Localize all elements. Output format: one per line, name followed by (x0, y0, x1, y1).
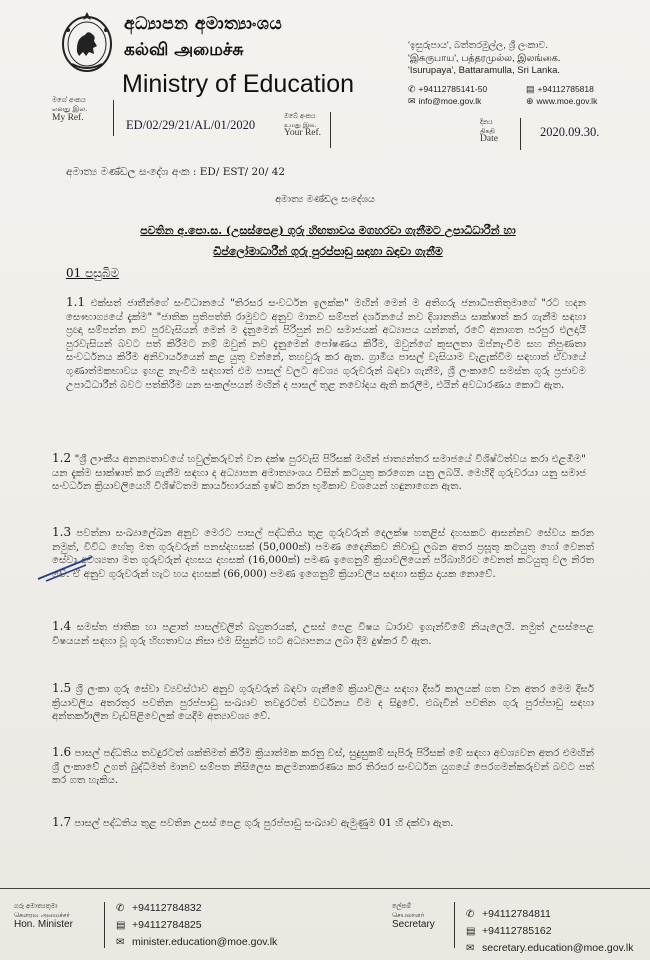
your-ref-bracket (330, 112, 339, 148)
date-label: දිනය திகதி Date (480, 118, 498, 144)
my-ref-value: ED/02/29/21/AL/01/2020 (126, 118, 256, 132)
paragraph-1-3: 1.3 පවත්නා සංඛ්‍යාලේඛන අනුව මෙරට පාසල් පද්ධතිය තුළ ගුරුවරුන් දෙලක්ෂ හතළිස් දහසකට ආසන්නව සේවය කරන නමුත්, විවිධ හේතු මත ගුරුවරුන් පනස්දහසක් (50,000ක්) පමණ දෛනිකව නිවාඩු ලබන අතර ප්‍රසූතූ කටයුතු හෝ වෙනත් සේවා අවශ්‍යතා මත ගුරුවරුන් දහසය දහසක් (16,000ක්) පමණ ඉගෙනුම් ක්‍රියාවලියෙන් පරිබාහිරව වෙනත් කටයුතු වල නිරත වේ. ඒ අනුව ගුරුවරුන් හැට හය දහසක් (66,000) පමණ ඉගෙනුම් ක්‍රියාවලිය සඳහා සක්‍රිය දායක නොවේ. (52, 525, 594, 580)
phone-icon: ✆ (408, 84, 416, 94)
address-sinhala: 'ඉසුරුපාය', බත්තරමුල්ල, ශ්‍රී ලංකාව. (408, 40, 548, 51)
my-ref-label: මගේ අංකය எனது இல. My Ref. (52, 96, 88, 123)
ministry-name-tamil: கல்வி அமைச்சு (124, 40, 244, 60)
minister-bracket (104, 902, 111, 948)
subject-heading (78, 220, 578, 262)
address-tamil: 'இசுருபாய', பத்தரமுல்ல, இலங்கை. (408, 52, 561, 64)
sri-lanka-lion-emblem-icon (58, 8, 116, 74)
section-heading: 01 පසුබිම (66, 266, 120, 280)
minister-fax: ▤ +94112784825 (116, 917, 277, 934)
email-icon: ✉ (116, 937, 125, 948)
ministry-phone: ✆ +94112785141-50 (408, 84, 488, 94)
ministry-name-english: Ministry of Education (122, 70, 355, 98)
ministry-web: ⊕ www.moe.gov.lk (526, 96, 598, 106)
phone-icon: ✆ (116, 903, 125, 914)
secretary-phone: ✆ +94112784811 (466, 906, 634, 923)
paragraph-1-6: 1.6 පාසල් පද්ධතිය තවදුරටත් ශක්තිමත් කිරීම ක්‍රියාත්මක කරනු වස්, සුදුසුකම් සැපිරූ පිරිසක් මේ සඳහා අවශ්‍යවන අතර එමඟින් ශ්‍රී ලංකාවේ උගත් බුද්ධිමත් මානව සම්පත නිසිලෙස කළමනාකරණය කර තිරසර සංවර්ධන යුගයේ පෙරගමන්කරුවන් බවට පත් කර ගත හැකිය. (52, 745, 594, 787)
secretary-contacts (466, 906, 634, 957)
minister-contacts (116, 900, 277, 951)
fax-icon: ▤ (466, 926, 476, 937)
address-english: 'Isurupaya', Battaramulla, Sri Lanka. (408, 65, 561, 76)
your-ref-label: ඔබේ අංකය உமது இல. Your Ref. (284, 112, 322, 138)
circular-number: අමාත්‍ය මණ්ඩල සංදේශ අංක : ED/ EST/ 20/ 42 (66, 166, 286, 178)
globe-icon: ⊕ (526, 96, 534, 106)
paragraph-1-7: 1.7 පාසල් පද්ධතිය තුළ පවතින උසස් පෙළ ගුරු පුරප්පාඩු සංඛ්‍යාව ඇමුණුම 01 හි දක්වා ඇත. (52, 815, 454, 829)
paragraph-1-4: 1.4 සමස්ත ජාතික හා පළාත් පාසල්වලින් බහුතරයක්, උසස් පෙළ විෂය ධාරාව ඉගැන්වීමේ නියැලෙයි. නමුත් උසස්පෙළ විෂයයන් සඳහා වූ ගුරු හිඟතාවය නිසා එම සිසුන්ට හට අධ්‍යාපනය ලබා දීම දුෂ්කර වී ඇත. (52, 619, 595, 647)
fax-icon: ▤ (116, 920, 126, 931)
secretary-title: ලේකම් செயலாளர் Secretary (392, 902, 435, 930)
subject-line-2: ඩිප්ලෝමාධාරීන් ගුරු පුරප්පාඩු සඳහා බඳවා ගැනීම (213, 245, 443, 258)
ministry-fax: ▤ +94112785818 (526, 84, 594, 94)
minister-title: ගරු අමාත්‍යතුමා கௌரவ அமைச்சர் Hon. Minister (14, 902, 73, 930)
ref-bracket (113, 100, 122, 136)
ministry-name-sinhala: අධ්‍යාපන අමාත්‍යාංශය (124, 14, 283, 34)
paragraph-1-1: 1.1 එක්සත් ජාතීන්ගේ සංවිධානයේ "තිරසර සංවර්ධන ඉලක්ක" මඟින් මෙන් ම අතිගරු ජනාධිපතිතුමාගේ "රට හදන සෞභාග්‍යයේ දැක්ම" "ජාතික ප්‍රතිපත්ති රාමුවට අනුව මානව සම්පත් දර්ශනයේ නව දිශානතිය සාක්ෂාත් කර ගැනීම සඳහා ප්‍රඥා සම්පන්න නව පුරවැසියන් මෙන් ම දැනුමෙන් පිරිපුන් නව සමාජයක් අධ්‍යාපය යන්නත්, රටේ අනාගත පරපුර එලදායී පුරවැසියන් බවට පත් කිරීමට නම් ඔවුන් නව දැනුමෙන් පෝෂණය කිරීම, ඔවුන්ගේ කුසලතා ඔප්නැංවීම සහ නිපුණතා සංවර්ධනය කිරීම අනිවාර්යයෙන් කළ යුතු වන්නේ, තහවුරු කර ඇත. ග්‍රාමීය පාසල් වැසියාම වැළැක්වීම සඳහාත් ඒවායේ ගුණාත්මකභාවය ඉහළ නැංවීම සඳහාත් එම පාසල් වලට අවශ්‍ය ගුරුවරුන් බඳවා ගැනීම, ශ්‍රී ලංකාවේ සමස්ත ගුරු ප්‍රජාවම උපාධිධාරීන් බවට පත්කිරීම යන සංකල්පයන් මඟින් ද පාසල් තුළ නවෝදය ඇති කරලීම, එයින් අවධාරණය කොට ඇත. (66, 295, 586, 391)
email-icon: ✉ (466, 943, 475, 954)
minister-email: ✉ minister.education@moe.gov.lk (116, 934, 277, 951)
minister-phone: ✆ +94112784832 (116, 900, 277, 917)
footer-divider (0, 888, 650, 889)
secretary-fax: ▤ +94112785162 (466, 923, 634, 940)
secretary-bracket (454, 902, 461, 948)
email-icon: ✉ (408, 96, 416, 106)
circular-title: අමාත්‍ය මණ්ඩල සංදේශය (275, 194, 375, 205)
fax-icon: ▤ (526, 84, 535, 94)
paragraph-1-2: 1.2 "ශ්‍රී ලාංකීය අනන්‍යතාවයේ හවුල්කරුවන් වන දක්ෂ පුරවැසි පිරිසක් මඟින් ජාත්‍යන්තර සමාජයේ විශිෂ්ටත්වය කරා එළඹීම" යන දැක්ම සාක්ෂාත් කර ගැනීම සඳහා ද අධ්‍යාපන අමාත්‍යාංශය විසින් කටයුතු කරගෙන යනු ලබයි. මෙහිදී ගුරුවරයා යනු සමාජ සංවර්ධන ක්‍රියාවලියෙහි විශිෂ්ටතම කාර්යභාරයක් ඉෂ්ට කරන භූමිකාව වශයෙන් හඳුනාගෙන ඇත. (52, 451, 586, 493)
date-value: 2020.09.30. (540, 125, 600, 139)
ministry-address (408, 40, 640, 78)
subject-line-1: පවතින අ.පො.ස. (උසස්පෙළ) ගුරු හිඟතාවය මගහරවා ගැනීමට උපාධිධාරීන් හා (140, 224, 516, 237)
paragraph-1-5: 1.5 ශ්‍රී ලංකා ගුරු සේවා ව්‍යවස්ථාව අනුව ගුරුවරුන් බඳවා ගැනීමේ ක්‍රියාවලිය සඳහා දීර්ඝ කාලයක් ගත වන අතර මෙම දීර්ඝ ක්‍රියාවලිය අතරතුර පවතින පුරප්පාඩු සංඛ්‍යාව තවදුරටත් වර්ධනය වීම ද සිදුවේ. එබැවින් පවතින ගුරු පුරප්පාඩු සඳහා අන්තර්කාලීන වැඩපිළිවෙලක් යෙදීම අත්‍යාවශ්‍ය වේ. (52, 681, 594, 723)
handwritten-strike-mark (36, 553, 96, 583)
date-bracket (520, 118, 529, 150)
phone-icon: ✆ (466, 909, 475, 920)
secretary-email: ✉ secretary.education@moe.gov.lk (466, 940, 634, 957)
ministry-email: ✉ info@moe.gov.lk (408, 96, 482, 106)
